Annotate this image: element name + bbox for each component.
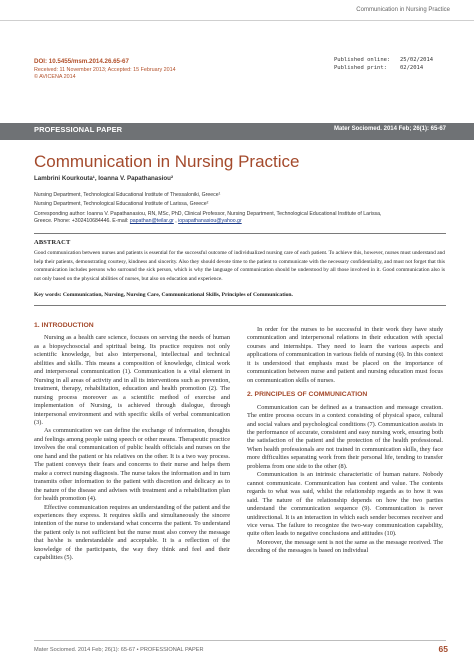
section-heading-introduction: 1. INTRODUCTION — [34, 322, 94, 329]
paragraph: Communication can be defined as a transaction and message creation. The entire process occurs in a context consisting of physical space, cultural and social values and psychological conditions (7). Communication assists in the performance of accurate, consistent and easy nursing work, ensuring both the satisfaction of the patient and the protection of the health professional. When health professionals are not trained in communication skills, they face more difficulties separating work from their personal life, tending to transfer problems from one side to the other (8). — [247, 403, 443, 470]
paragraph: As communication we can define the exchange of information, thoughts and feelings among people using speech or other means. Therapeutic practice involves the oral communication of public health officials and nurses on the one hand and the patient or his relatives on the other. It is a two way process. The patient conveys their fears and concerns to their nurse and helps them make a correct nursing diagnosis. The nurse takes the information and in turn transmits other information to the patient with discretion and delicacy as to the nature of the disease and advises with treatment and a rehabilitation plan for health promotion (4). — [34, 427, 230, 503]
paragraph: Communication is an intrinsic characteristic of human nature. Nobody cannot communicate. Communication has content and value. The contents regards to what was said, whilst the relationship regards as to how it was said. The nature of the relationship depends on how the two parties understand the communication sequence (9). Communication is never unidirectional. It is an interaction in which each sender becomes receiver and vice versa. The failure to recognize the two-way communication capability, quite often leads to negative conclusions and attitudes (10). — [247, 471, 443, 538]
affiliation-1: Nursing Department, Technological Educational Institute of Thessaloniki, Greece¹ — [34, 192, 221, 198]
email-separator: , — [173, 218, 179, 224]
paragraph: Effective communication requires an understanding of the patient and the experiences they express. It requires skills and simultaneously the sincere intention of the nurse to understand what concerns the patient. To understand the patient only is not sufficient but the nurse must also convey the message that he/she is understandable and acceptable. It is a reflection of the knowledge of the participants, the way they think and feel and their capabilities (5). — [34, 503, 230, 562]
keywords: Key words: Communication, Nursing, Nursing Care, Communicational Skills, Principles of Communication. — [34, 292, 293, 298]
abstract-bottom-rule — [34, 305, 446, 306]
copyright: © AVICENA 2014 — [34, 74, 76, 80]
published-print-value: 02/2014 — [400, 65, 424, 71]
paragraph: Nursing as a health care science, focuses on serving the needs of human as a biopsychosocial and spiritual being. Its practice requires not only scientific knowledge, but also interpersonal, intellectual and technical abilities and skills. This means a composition of knowledge, clinical work and interpersonal communication (1). Communication is a vital element in Nursing in all areas of activity and in all its interventions such as prevention, treatment, therapy, rehabilitation, education and health promotion (2). The nursing process moreover as a scientific method of exercise and implementation of Nursing, is achieved through dialogue, through interpersonal environment and with specific skills of verbal communication (3). — [34, 334, 230, 426]
paragraph: Moreover, the message sent is not the same as the message received. The decoding of the messages is based on individual — [247, 538, 443, 555]
article-title: Communication in Nursing Practice — [34, 152, 300, 171]
page-number: 65 — [438, 644, 448, 654]
top-divider — [0, 20, 474, 21]
received-accepted: Received: 11 November 2013; Accepted: 15 February 2014 — [34, 67, 176, 73]
footer-citation: Mater Sociomed. 2014 Feb; 26(1): 65-67 • PROFESSIONAL PAPER — [34, 647, 204, 653]
affiliation-2: Nursing Department, Technological Educational Institute of Larissa, Greece² — [34, 201, 209, 207]
article-type: PROFESSIONAL PAPER — [34, 125, 123, 134]
corresponding-line-2 — [34, 218, 242, 224]
published-online-value: 25/02/2014 — [400, 57, 434, 63]
abstract-top-rule — [34, 233, 446, 234]
citation: Mater Sociomed. 2014 Feb; 26(1): 65-67 — [333, 126, 446, 132]
published-online-label: Published online: — [334, 57, 391, 63]
abstract-heading: ABSTRACT — [34, 239, 71, 246]
left-column — [34, 322, 230, 563]
contact-prefix: Greece. Phone: +302410684446. E-mail: — [34, 218, 130, 224]
running-head: Communication in Nursing Practice — [356, 7, 450, 13]
section-heading-principles: 2. PRINCIPLES OF COMMUNICATION — [247, 391, 368, 399]
paragraph: In order for the nurses to be successful in their work they have study communication and interpersonal relations in their education with special courses and internships. They need to learn the various aspects and applications of communication in various fields of nursing (6). In this context it is understood that emphasis must be placed on the importance of communication between nurse and patient and nursing education must focus on communication skills of nurses. — [247, 326, 443, 384]
published-print-label: Published print: — [334, 65, 387, 71]
right-column — [247, 326, 443, 556]
email-link-2[interactable]: iopapathanasiou@yahoo.gr — [178, 218, 242, 224]
doi[interactable]: DOI: 10.5455/msm.2014.26.65-67 — [34, 58, 129, 65]
authors: Lambrini Kourkouta¹, Ioanna V. Papathanasiou² — [34, 175, 174, 182]
abstract-body: Good communication between nurses and patients is essential for the successful outcome of individualized nursing care of each patient. To achieve this, however, nurses must understand and help their patients, demonstrating courtesy, kindness and sincerity. Also they should devote time to the patient to communicate with the necessary confidentiality, and must not forget that this communication includes persons who surround the sick person, which is why the language of communication should be understood by all those involved in it. Good communication also is not only based on the physical abilities of nurses, but also on education and experience. — [34, 250, 445, 282]
corresponding-line-1: Corresponding author: Ioanna V. Papathanasiou, RN, MSc, PhD, Clinical Professor, Nursing Department, Technological Educational Institute of Larissa, — [34, 211, 382, 217]
footer-rule — [34, 640, 446, 641]
email-link-1[interactable]: papathan@teilar.gr — [129, 218, 174, 224]
